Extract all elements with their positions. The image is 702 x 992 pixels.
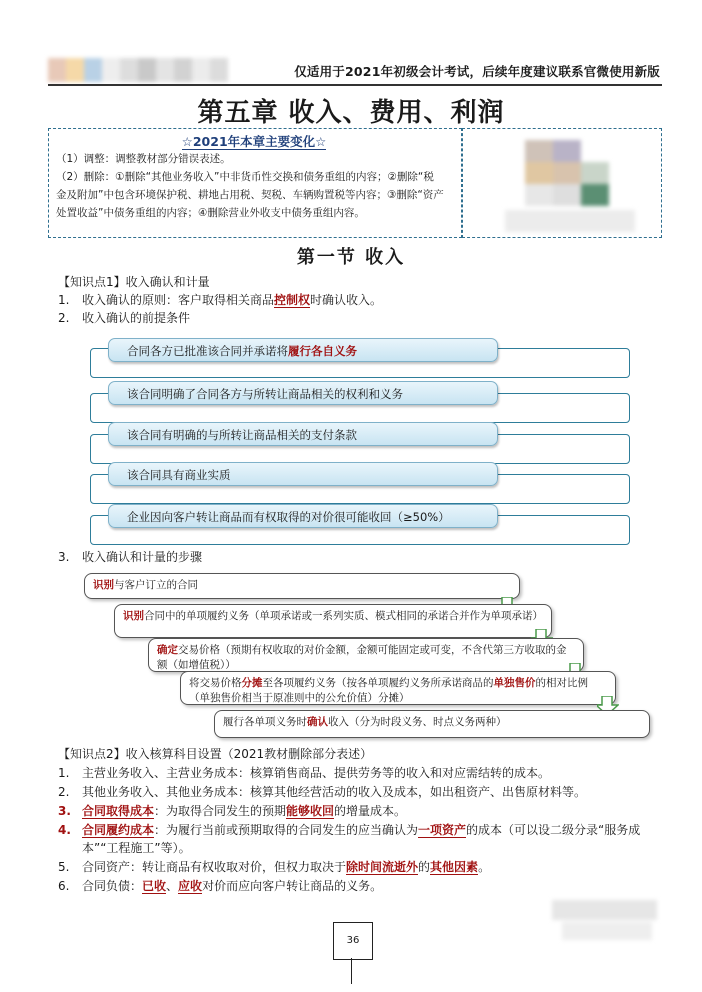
step-4: 将交易价格分摊至各项履约义务（按各单项履约义务所承诺商品的单独售价的相对比例（单独售价相当于原准则中的公允价值）分摊）	[180, 671, 616, 705]
condition-4: 该合同具有商业实质	[108, 462, 498, 486]
page-number-stem	[351, 958, 352, 984]
kp2-item-6: 6. 合同负债：已收、应收对价而应向客户转让商品的义务。	[58, 879, 383, 893]
step-3: 确定交易价格（预期有权收取的对价金额，金额可能固定或可变，不含代第三方收取的金额（如增值税））	[148, 638, 584, 672]
condition-5: 企业因向客户转让商品而有权取得的对价很可能收回（≥50%）	[108, 504, 498, 528]
kp2-item-2: 2. 其他业务收入、其他业务成本：核算其他经营活动的收入及成本，如出租资产、出售原材料等。	[58, 785, 587, 799]
control-right-highlight: 控制权	[274, 293, 311, 307]
kp1-item-2: 2. 收入确认的前提条件	[58, 311, 191, 325]
item-number: 2.	[58, 311, 70, 325]
blurred-logo-top	[48, 58, 238, 82]
kp2-item-4-cont: 本”“工程施工”等）。	[82, 841, 191, 855]
kp2-item-5: 5. 合同资产：转让商品有权收取对价，但权力取决于除时间流逝外的其他因素。	[58, 860, 491, 874]
step-5: 履行各单项义务时确认收入（分为时段义务、时点义务两种）	[214, 710, 650, 738]
chapter-title: 第五章 收入、费用、利润	[197, 98, 505, 128]
condition-2: 该合同明确了合同各方与所转让商品相关的权利和义务	[108, 381, 498, 405]
item-number: 3.	[58, 550, 70, 564]
changes-line-1: （1）调整：调整教材部分错误表述。	[56, 153, 231, 165]
kp2-item-1: 1. 主营业务收入、主营业务成本：核算销售商品、提供劳务等的收入和对应需结转的成本。	[58, 766, 551, 780]
step-2: 识别合同中的单项履约义务（单项承诺或一系列实质、模式相同的承诺合并作为单项承诺）	[114, 604, 552, 638]
kp1-item-3: 3. 收入确认和计量的步骤	[58, 550, 203, 564]
section-title: 第一节 收入	[296, 247, 406, 268]
kp2-title: 【知识点2】收入核算科目设置（2021教材删除部分表述）	[58, 747, 373, 761]
step-1: 识别与客户订立的合同	[84, 573, 520, 599]
kp2-item-3: 3. 合同取得成本：为取得合同发生的预期能够收回的增量成本。	[58, 804, 407, 818]
item-number: 1.	[58, 293, 70, 307]
kp1-item-1: 1. 收入确认的原则：客户取得相关商品控制权时确认收入。	[58, 293, 383, 307]
condition-3: 该合同有明确的与所转让商品相关的支付条款	[108, 422, 498, 446]
changes-line-2: （2）删除：①删除“其他业务收入”中非货币性交换和债务重组的内容；②删除“税	[56, 171, 434, 183]
blurred-logo-bottom	[552, 900, 657, 942]
header-note: 仅适用于2021年初级会计考试，后续年度建议联系官微使用新版	[294, 64, 660, 79]
page-number: 36	[333, 922, 373, 960]
kp1-title: 【知识点1】收入确认和计量	[58, 275, 210, 289]
kp2-item-4: 4. 合同履约成本：为履行当前或预期取得的合同发生的应当确认为一项资产的成本（可以设二级分录“服务成	[58, 823, 641, 837]
changes-line-4: 处置收益”中债务重组的内容；④删除营业外收支中债务重组内容。	[56, 207, 365, 219]
changes-title: ☆2021年本章主要变化☆	[181, 134, 327, 149]
header-divider	[48, 84, 662, 86]
changes-line-3: 金及附加”中包含环境保护税、耕地占用税、契税、车辆购置税等内容；③删除“资产	[56, 189, 444, 201]
condition-1: 合同各方已批准该合同并承诺将履行各自义务	[108, 338, 498, 362]
blurred-qr-code	[505, 135, 635, 235]
